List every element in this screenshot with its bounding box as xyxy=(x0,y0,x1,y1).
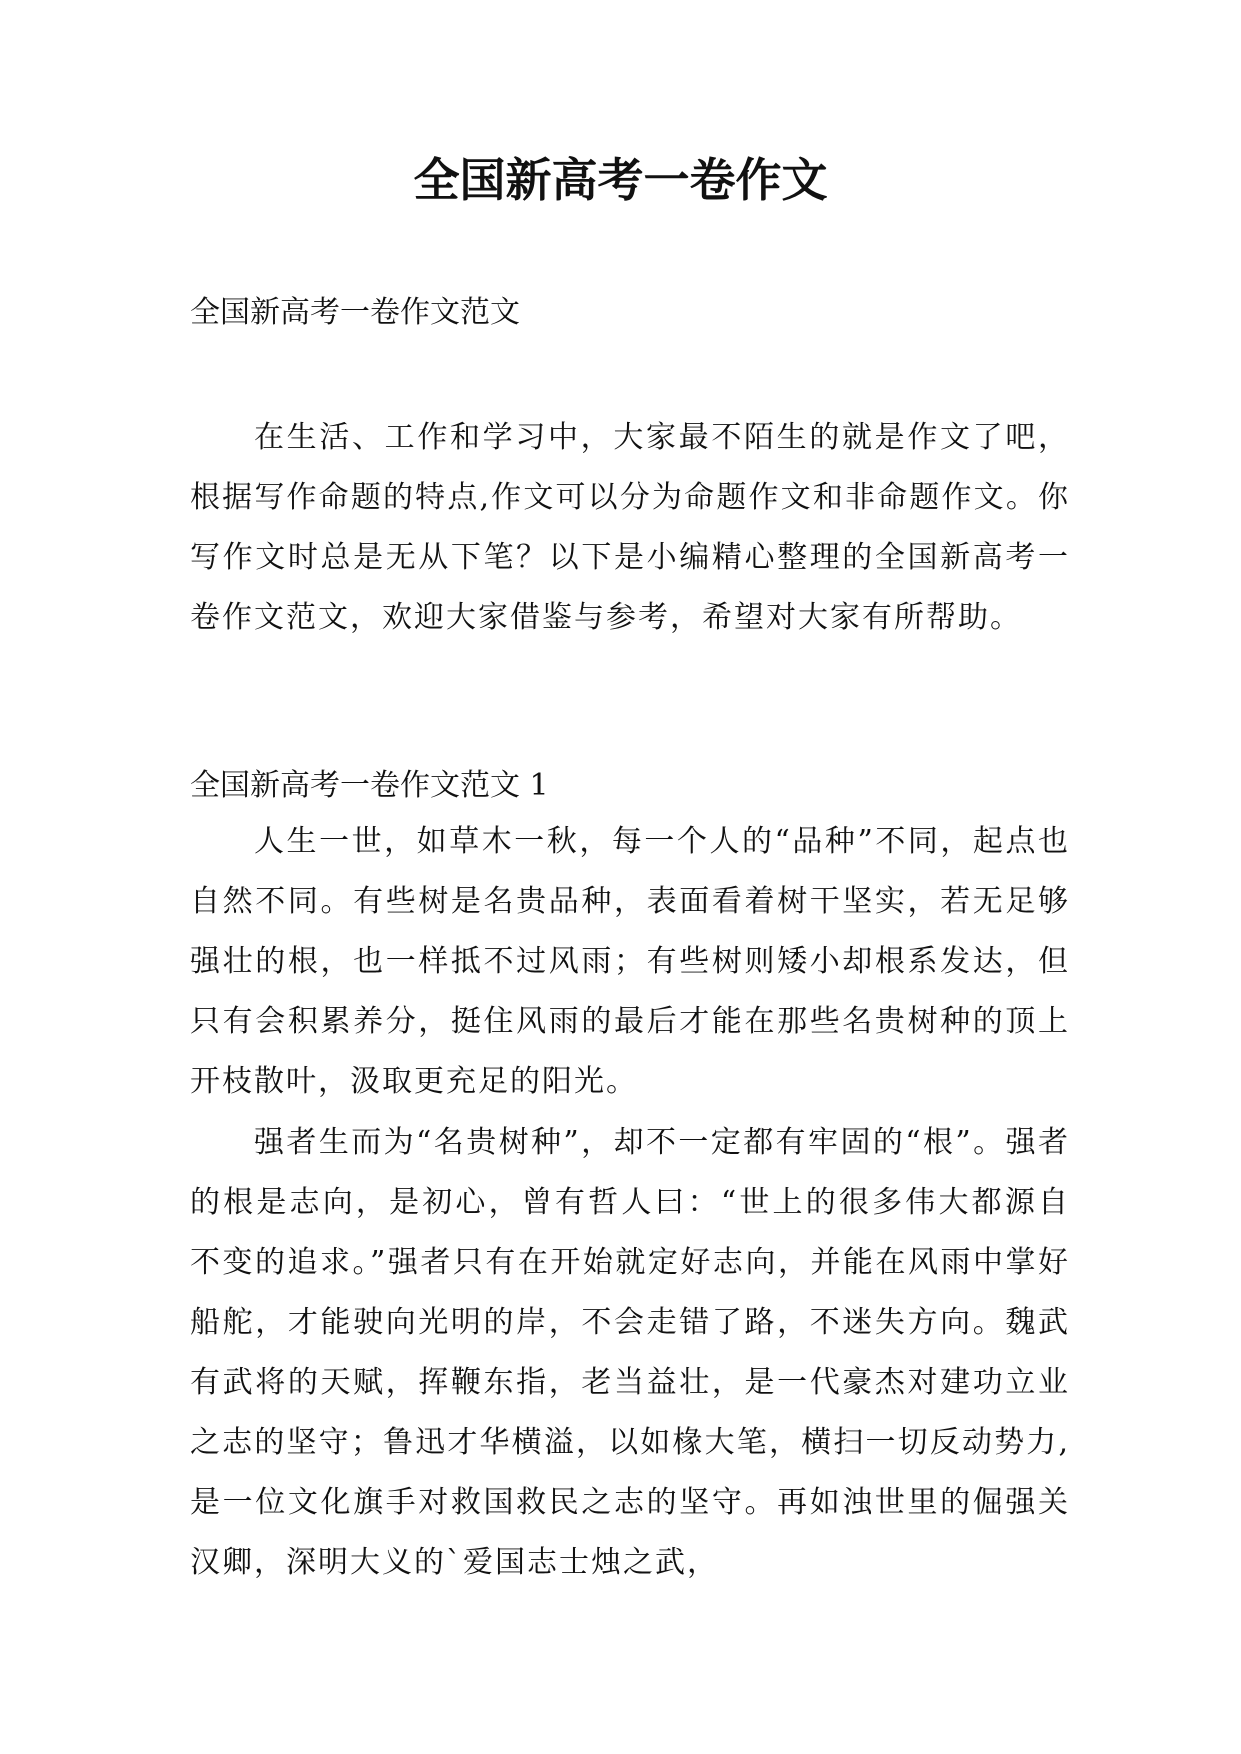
section-heading: 全国新高考一卷作文范文 1 xyxy=(190,768,549,803)
intro-paragraph: 在生活、工作和学习中，大家最不陌生的就是作文了吧，根据写作命题的特点,作文可以分为命题作文和非命题作文。你写作文时总是无从下笔？以下是小编精心整理的全国新高考一卷作文范文，欢迎大家借鉴与参考，希望对大家有所帮助。 xyxy=(190,420,1070,635)
essay-paragraph: 人生一世，如草木一秋，每一个人的“品种”不同，起点也自然不同。有些树是名贵品种，表面看着树干坚实，若无足够强壮的根，也一样抵不过风雨；有些树则矮小却根系发达，但只有会积累养分，挺住风雨的最后才能在那些名贵树种的顶上开枝散叶，汲取更充足的阳光。 xyxy=(190,824,1070,1099)
document-title: 全国新高考一卷作文 xyxy=(413,153,828,207)
document-subtitle: 全国新高考一卷作文范文 xyxy=(190,295,520,330)
essay-paragraph: 强者生而为“名贵树种”，却不一定都有牢固的“根”。强者的根是志向，是初心，曾有哲人曰：“世上的很多伟大都源自不变的追求。”强者只有在开始就定好志向，并能在风雨中掌好船舵，才能驶向光明的岸，不会走错了路，不迷失方向。魏武有武将的天赋，挥鞭东指，老当益壮，是一代豪杰对建功立业之志的坚守；鲁迅才华横溢，以如椽大笔，横扫一切反动势力,是一位文化旗手对救国救民之志的坚守。再如浊世里的倔强关汉卿，深明大义的`爱国志士烛之武， xyxy=(190,1125,1070,1580)
